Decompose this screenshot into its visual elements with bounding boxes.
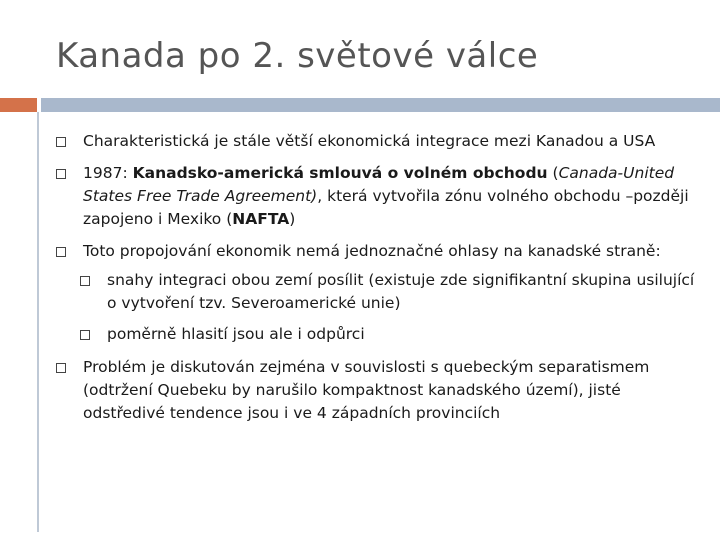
treaty-english-name: Canada-United States Free Trade Agreement) bbox=[83, 164, 675, 205]
square-bullet-icon bbox=[80, 276, 90, 286]
square-bullet-icon bbox=[56, 169, 66, 179]
bullet-text-prefix: 1987: bbox=[83, 164, 133, 182]
bullet-item bbox=[56, 240, 696, 263]
bullet-item bbox=[56, 130, 696, 153]
bullet-text-rest: , která vytvořila zónu volného obchodu –později zapojeno i Mexiko ( bbox=[83, 187, 689, 228]
bullet-text: Problém je diskutován zejména v souvislosti s quebeckým separatismem (odtržení Quebeku by narušilo kompaktnost kanadského území), jisté odstředivé tendence jsou i ve 4 západních provinciích bbox=[83, 358, 650, 422]
bullet-text-mid: ( bbox=[547, 164, 559, 182]
accent-bar-blue bbox=[41, 98, 720, 112]
bullet-text: Charakteristická je stále větší ekonomická integrace mezi Kanadou a USA bbox=[83, 132, 656, 150]
slide-content bbox=[56, 130, 696, 425]
bullet-text-end: ) bbox=[289, 210, 296, 228]
sub-bullet-item bbox=[80, 269, 696, 315]
sub-bullet-text: snahy integraci obou zemí posílit (existuje zde signifikantní skupina usilující o vytvoření tzv. Severoamerické unie) bbox=[107, 271, 695, 312]
treaty-name: Kanadsko-americká smlouvá o volném obchodu bbox=[132, 164, 548, 182]
accent-bar-orange bbox=[0, 98, 37, 112]
sub-bullet-item bbox=[80, 323, 696, 346]
square-bullet-icon bbox=[56, 363, 66, 373]
square-bullet-icon bbox=[80, 330, 90, 340]
bullet-item bbox=[56, 356, 696, 425]
bullet-item bbox=[56, 162, 696, 231]
divider-line bbox=[37, 112, 39, 532]
square-bullet-icon bbox=[56, 247, 66, 257]
bullet-text: Toto propojování ekonomik nemá jednoznačné ohlasy na kanadské straně: bbox=[83, 242, 661, 260]
nafta-label: NAFTA bbox=[232, 210, 290, 228]
sub-bullet-text: poměrně hlasití jsou ale i odpůrci bbox=[107, 325, 365, 343]
square-bullet-icon bbox=[56, 137, 66, 147]
slide-title: Kanada po 2. světové válce bbox=[56, 36, 539, 76]
